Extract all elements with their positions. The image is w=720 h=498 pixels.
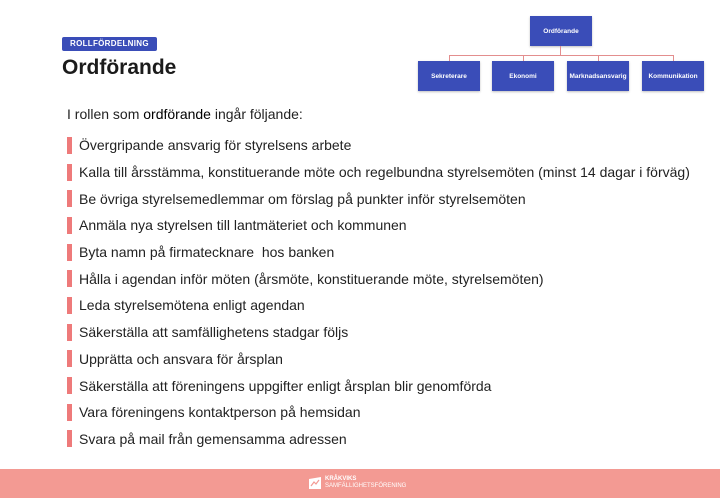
org-child-box bbox=[492, 61, 554, 91]
list-item bbox=[67, 185, 690, 212]
list-item-text: Upprätta och ansvara för årsplan bbox=[79, 350, 283, 367]
list-item bbox=[67, 319, 690, 346]
list-item bbox=[67, 292, 690, 319]
org-child-box bbox=[418, 61, 480, 91]
crow-logo-icon bbox=[309, 477, 321, 489]
footer-logo-text bbox=[325, 476, 406, 490]
list-item bbox=[67, 212, 690, 239]
list-item-text: Hålla i agendan inför möten (årsmöte, konstituerande möte, styrelsemöten) bbox=[79, 270, 544, 287]
list-item-text: Övergripande ansvarig för styrelsens arbete bbox=[79, 137, 352, 154]
list-item-text: Kalla till årsstämma, konstituerande möte och regelbundna styrelsemöten (minst 14 dagar i förväg) bbox=[79, 164, 690, 181]
list-item-text: Be övriga styrelsemedlemmar om förslag på punkter inför styrelsemöten bbox=[79, 190, 526, 207]
list-item bbox=[67, 426, 690, 453]
footer-bar bbox=[0, 469, 720, 498]
org-child-box bbox=[567, 61, 629, 91]
bullet-bar bbox=[67, 244, 72, 261]
footer-logo-line1: KRÅKVIKS bbox=[325, 476, 357, 482]
list-item-text: Vara föreningens kontaktperson på hemsidan bbox=[79, 404, 361, 421]
org-child-label: Kommunikation bbox=[648, 72, 698, 80]
list-item bbox=[67, 372, 690, 399]
bullet-bar bbox=[67, 404, 72, 421]
bullet-bar bbox=[67, 217, 72, 234]
org-child-label: Marknadsansvarig bbox=[569, 72, 627, 80]
list-item bbox=[67, 399, 690, 426]
org-root-box bbox=[530, 16, 592, 46]
list-item bbox=[67, 265, 690, 292]
list-item bbox=[67, 132, 690, 159]
list-item bbox=[67, 159, 690, 186]
org-child-label: Ekonomi bbox=[509, 72, 537, 80]
list-item-text: Byta namn på firmatecknare hos banken bbox=[79, 244, 335, 261]
footer-logo-line2: SAMFÄLLIGHETSFÖRENING bbox=[325, 483, 407, 489]
org-root-label: Ordförande bbox=[543, 27, 579, 35]
bullet-bar bbox=[67, 137, 72, 154]
org-chart bbox=[0, 0, 720, 100]
bullet-bar bbox=[67, 324, 72, 341]
list-item-text: Leda styrelsemötena enligt agendan bbox=[79, 297, 305, 314]
org-child-label: Sekreterare bbox=[431, 72, 467, 80]
org-connector-horizontal bbox=[449, 55, 674, 56]
list-item-text: Svara på mail från gemensamma adressen bbox=[79, 430, 347, 447]
page-title: Ordförande bbox=[62, 56, 177, 79]
org-child-box bbox=[642, 61, 704, 91]
list-item-text: Anmäla nya styrelsen till lantmäteriet och kommunen bbox=[79, 217, 407, 234]
intro-suffix: ingår följande: bbox=[210, 106, 303, 122]
bullet-bar bbox=[67, 297, 72, 314]
list-item bbox=[67, 239, 690, 266]
org-connector-vertical bbox=[560, 46, 561, 55]
intro-prefix: I rollen som bbox=[67, 106, 144, 122]
bullet-bar bbox=[67, 430, 72, 447]
bullet-bar bbox=[67, 377, 72, 394]
list-item-text: Säkerställa att föreningens uppgifter enligt årsplan blir genomförda bbox=[79, 377, 492, 394]
section-badge: ROLLFÖRDELNING bbox=[62, 37, 157, 51]
list-item-text: Säkerställa att samfällighetens stadgar följs bbox=[79, 324, 349, 341]
list-item bbox=[67, 346, 690, 373]
bullet-bar bbox=[67, 164, 72, 181]
bullet-bar bbox=[67, 350, 72, 367]
intro-role: ordförande bbox=[143, 106, 211, 122]
bullet-bar bbox=[67, 270, 72, 287]
bullet-bar bbox=[67, 190, 72, 207]
intro-text bbox=[67, 106, 303, 122]
responsibility-list bbox=[67, 132, 690, 452]
footer-logo bbox=[309, 476, 406, 490]
